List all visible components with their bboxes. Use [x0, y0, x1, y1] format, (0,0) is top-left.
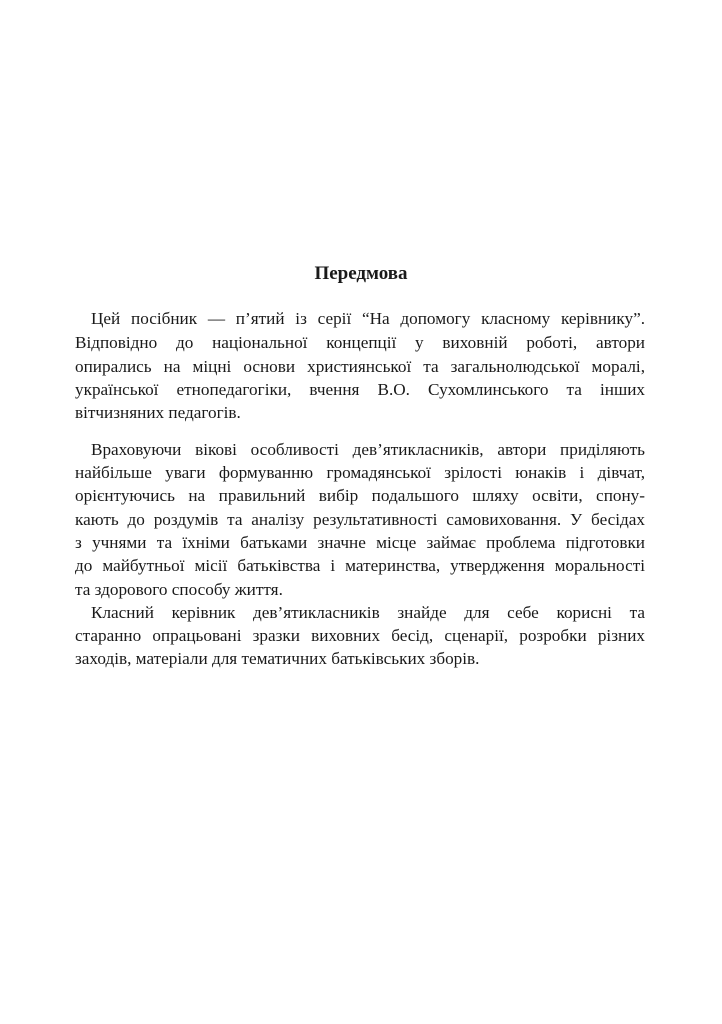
text-line: Відповідно до національної концепції у виховній роботі, автори: [75, 333, 645, 352]
text-line: опирались на міцні основи християнської та загальнолюдської моралі,: [75, 357, 645, 376]
text-line: кають до роздумів та аналізу результативності самовиховання. У бесідах: [75, 510, 645, 529]
text-line: вітчизняних педагогів.: [75, 403, 241, 422]
text-line: заходів, матеріали для тематичних батьківських зборів.: [75, 649, 480, 668]
text-line: Класний керівник дев’ятикласників знайде для себе корисні та: [91, 603, 645, 622]
text-line: Цей посібник — п’ятий із серії “На допомогу класному керівнику”.: [91, 309, 645, 328]
text-line: найбільше уваги формуванню громадянської зрілості юнаків і дівчат,: [75, 463, 645, 482]
text-line: української етнопедагогіки, вчення В.О. Сухомлинського та інших: [75, 380, 645, 399]
text-line: старанно опрацьовані зразки виховних бесід, сценарії, розробки різних: [75, 626, 645, 645]
text-line: до майбутньої місії батьківства і материнства, утвердження моральності: [75, 556, 645, 575]
page-heading: Передмова: [314, 263, 408, 284]
text-line: орієнтуючись на правильний вибір подальшого шляху освіти, спону-: [75, 486, 645, 505]
text-line: та здорового способу життя.: [75, 580, 283, 599]
text-line: Враховуючи вікові особливості дев’ятикласників, автори приділяють: [91, 440, 645, 459]
text-line: з учнями та їхніми батьками значне місце займає проблема підготовки: [75, 533, 645, 552]
